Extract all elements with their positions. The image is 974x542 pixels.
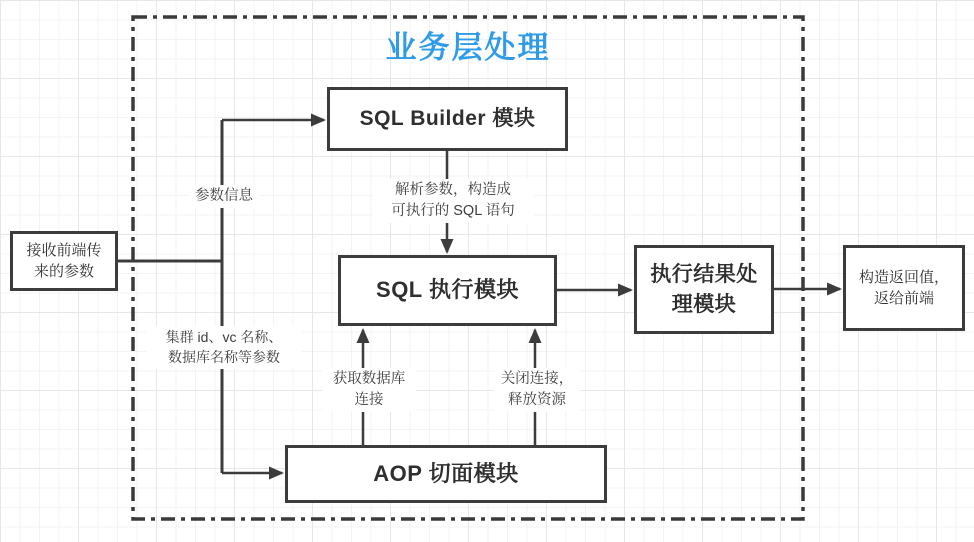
- node-label: 执行结果处: [650, 263, 758, 287]
- node-sql-executor-module: [338, 255, 557, 326]
- node-label: SQL Builder 模块: [359, 107, 536, 131]
- node-label: 理模块: [671, 292, 737, 316]
- node-label: 来的参数: [33, 263, 94, 280]
- node-aop-aspect-module: [285, 445, 607, 503]
- page-title: 业务层处理: [385, 30, 551, 65]
- edge-label-cluster-params: 集群 id、vc 名称、 数据库名称等参数: [146, 326, 302, 369]
- node-sql-builder-module: [327, 87, 568, 151]
- node-build-return-value: [843, 245, 965, 331]
- edge-label-param-info: 参数信息: [188, 185, 260, 208]
- node-label: 返给前端: [873, 290, 934, 307]
- node-label: 接收前端传: [26, 242, 102, 259]
- node-result-handler-module: [634, 245, 774, 334]
- node-label: AOP 切面模块: [373, 460, 519, 486]
- edge-label-get-connection: 获取数据库 连接: [322, 368, 416, 412]
- node-receive-frontend-params: [10, 231, 118, 291]
- edge-label-parse-params: 解析参数，构造成 可执行的 SQL 语句: [372, 179, 534, 223]
- edge-label-close-connection: 关闭连接， 释放资源: [494, 368, 580, 412]
- node-label: 构造返回值，: [858, 269, 949, 286]
- node-label: SQL 执行模块: [376, 277, 519, 303]
